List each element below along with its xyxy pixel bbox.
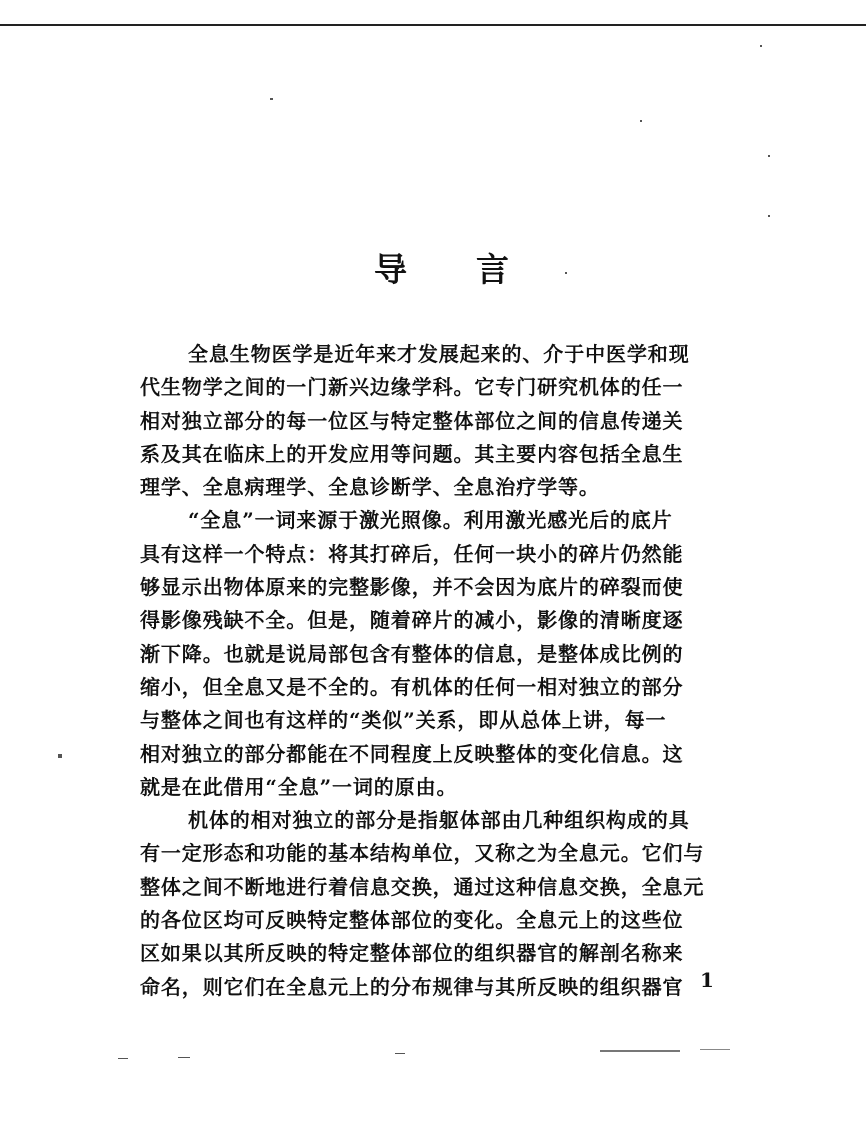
scan-speck [768, 215, 770, 217]
text-line: 与整体之间也有这样的“类似”关系，即从总体上讲，每一 [140, 708, 667, 733]
page-number: 1 [700, 968, 714, 992]
body-text [140, 338, 770, 1004]
scan-speck [760, 45, 762, 47]
scan-speck [270, 98, 273, 100]
scan-speck [178, 1057, 190, 1058]
text-line: 整体之间不断地进行着信息交换，通过这种信息交换，全息元 [140, 874, 705, 899]
scan-speck [118, 1058, 128, 1059]
scan-speck [565, 272, 567, 274]
text-line: 相对独立部分的每一位区与特定整体部位之间的信息传递关 [140, 408, 684, 433]
text-line: 相对独立的部分都能在不同程度上反映整体的变化信息。这 [140, 741, 684, 766]
text-line: 理学、全息病理学、全息诊断学、全息治疗学等。 [140, 475, 600, 500]
scan-speck [395, 1053, 405, 1054]
text-line: 区如果以其所反映的特定整体部位的组织器官的解剖名称来 [140, 941, 684, 966]
text-line: 全息生物医学是近年来才发展起来的、介于中医学和现 [188, 342, 690, 366]
title-char-1: 导 [374, 250, 407, 289]
scan-speck [600, 1050, 680, 1052]
scan-speck [700, 1049, 730, 1050]
text-line: 机体的相对独立的部分是指躯体部由几种组织构成的具 [188, 808, 690, 833]
text-line: 命名，则它们在全息元上的分布规律与其所反映的组织器官 [140, 974, 684, 999]
text-line: 够显示出物体原来的完整影像，并不会因为底片的碎裂而使 [140, 575, 684, 600]
text-line: 的各位区均可反映特定整体部位的变化。全息元上的这些位 [140, 908, 684, 933]
text-line: 代生物学之间的一门新兴边缘学科。它专门研究机体的任一 [140, 375, 684, 400]
header-rule [0, 24, 866, 26]
text-line: “全息”一词来源于激光照像。利用激光感光后的底片 [188, 508, 673, 533]
text-line: 系及其在临床上的开发应用等问题。其主要内容包括全息生 [140, 441, 684, 466]
title-char-2: 言 [476, 250, 509, 289]
text-line: 渐下降。也就是说局部包含有整体的信息，是整体成比例的 [140, 641, 684, 666]
scan-speck [58, 754, 62, 758]
text-line: 得影像残缺不全。但是，随着碎片的减小，影像的清晰度逐 [140, 608, 684, 633]
scan-speck [768, 155, 770, 157]
text-line: 具有这样一个特点：将其打碎后，任何一块小的碎片仍然能 [140, 541, 684, 566]
text-line: 就是在此借用“全息”一词的原由。 [140, 774, 458, 799]
text-line: 缩小，但全息又是不全的。有机体的任何一相对独立的部分 [140, 674, 684, 699]
text-line: 有一定形态和功能的基本结构单位，又称之为全息元。它们与 [140, 841, 705, 866]
scan-speck [640, 120, 642, 122]
